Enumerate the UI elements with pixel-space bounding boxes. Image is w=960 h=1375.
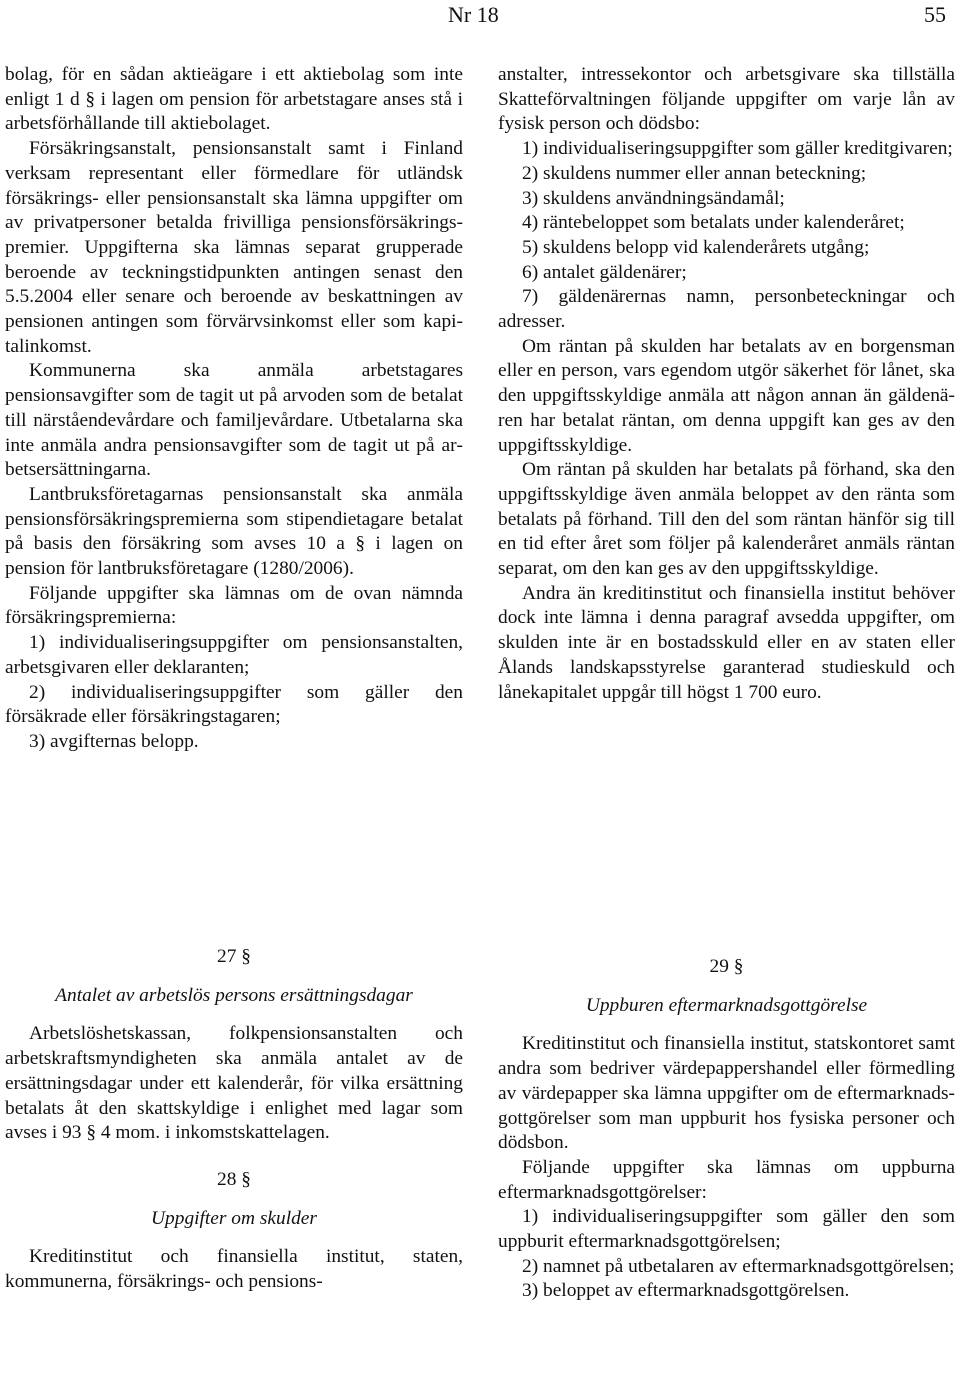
list-item: 7) gäldenärernas namn, personbeteckningar och adresser. [498,286,955,333]
paragraph: Kreditinstitut och finansiella institut, statskontoret samt andra som bedriver värdepappershandel eller förmedling av värdepapper ska lämna uppgifter om de eftermarknadsgottgörelser som man uppburit hos fysiska personer och dödsbon. [498,1033,955,1154]
list-item: 1) individualiseringsuppgifter som gäller kreditgivaren; [522,138,953,160]
issue-number: Nr 18 [448,2,499,27]
paragraph: Försäkringsanstalt, pensionsanstalt samt i Finland verksam representant eller förmedlare för utländsk försäkrings- eller pensionsanstalt ska lämna uppgifter om av privatpersoner betalda frivilliga pensionsförsäkringspremier. Uppgifterna ska lämnas separat grupperade beroende av teckningstidpunkten antingen senast den 5.5.2004 eller senare och beroende av beskattningen av pensionen antingen som förvärvsinkomst eller som kapitalinkomst. [5,138,463,357]
section-29-title: Uppburen eftermarknadsgottgörelse [585,994,868,1016]
paragraph: Om räntan på skulden har betalats på förhand, ska den uppgiftsskyldige även anmäla beloppet av den ränta som betalats på förhand. Till den del som räntan hänför sig till en tid efter året som följer på kalenderåret anmäls räntan separat, om den kan ges av den uppgiftsskyldige. [498,459,955,580]
paragraph: bolag, för en sådan aktieägare i ett aktiebolag som inte enligt 1 d § i lagen om pension för arbetstagare anses stå i arbetsförhållande till aktiebolaget. [5,64,463,135]
paragraph: Andra än kreditinstitut och finansiella institut behöver dock inte lämna i denna paragraf avsedda uppgifter, om skulden inte är en bostadsskuld eller en av staten eller Ålands landskapsstyrelse garanterad studieskuld och lånekapitalet uppgår till högst 1 700 euro. [498,582,955,703]
left-column-body [5,63,463,755]
section-27-number: 27 § [217,946,251,967]
section-29-number: 29 § [709,956,744,977]
paragraph: Lantbruksföretagarnas pensionsanstalt ska anmäla pensionsförsäkringspremierna som stipendietagare betalat på basis den försäkring som avses 10 a § i lagen on pension för lantbruksföretagare (1280/2006). [5,483,463,580]
list-item: 2) namnet på utbetalaren av eftermarknadsgottgörelsen; [522,1255,955,1277]
list-item: 3) avgifternas belopp. [29,730,199,752]
paragraph: Kommunerna ska anmäla arbetstagares pensionsavgifter som de tagit ut på arvoden som de betalat till närståendevårdare och familjevårdare. Utbetalarna ska inte anmäla andra pensionsavgifter som de tagit ut på arbetsersättningarna. [5,360,463,481]
paragraph: Följande uppgifter ska lämnas om de ovan nämnda försäkringspremierna: [5,582,463,629]
section-28-text: Kreditinstitut och finansiella institut, staten, kommunerna, försäkrings- och pensions- [5,1246,463,1293]
list-item: 1) individualiseringsuppgifter om pensionsanstalten, arbetsgivaren eller deklaranten; [5,632,463,678]
list-item: 3) skuldens användningsändamål; [522,187,785,209]
section-27-title: Antalet av arbetslös persons ersättningsdagar [55,984,413,1006]
list-item: 4) räntebeloppet som betalats under kalenderåret; [522,212,905,234]
right-column-section-29 [498,955,955,1304]
section-27-text: Arbetslöshetskassan, folkpensionsanstalten och arbetskraftsmyndigheten ska anmäla antalet av de ersättningsdagar under ett kalenderår, för vilka ersättning betalats åt den skattskyldige i enlighet med lagar som avses i 93 § 4 mom. i inkomstskattelagen. [5,1023,463,1144]
list-item: 5) skuldens belopp vid kalenderårets utgång; [522,236,870,258]
paragraph: Om räntan på skulden har betalats av en borgensman eller en person, vars egendom utgör säkerhet för lånet, ska den uppgiftsskyldige anmäla att någon annan än gäldenären har betalat räntan, om denna uppgift kan ges av den uppgiftsskyldige. [498,335,955,456]
list-item: 6) antalet gäldenärer; [522,261,687,283]
section-28-number: 28 § [217,1168,251,1190]
list-item: 2) skuldens nummer eller annan beteckning; [522,162,867,184]
right-column-body [498,63,955,705]
page-number: 55 [924,2,946,27]
section-28-title: Uppgifter om skulder [151,1207,317,1229]
left-column-sections [5,945,463,1295]
list-item: 1) individualiseringsuppgifter som gäller den som uppburit eftermarknadsgottgörelsen; [498,1206,955,1253]
paragraph: anstalter, intressekontor och arbetsgivare ska tillställa Skatteförvaltningen följande uppgifter om varje lån av fysisk person och dödsbo: [498,64,955,135]
list-item: 3) beloppet av eftermarknadsgottgörelsen. [522,1280,850,1302]
list-item: 2) individualiseringsuppgifter som gäller den försäkrade eller försäkringstagaren; [5,681,463,728]
paragraph: Följande uppgifter ska lämnas om uppburna eftermarknadsgottgörelser: [498,1156,955,1203]
